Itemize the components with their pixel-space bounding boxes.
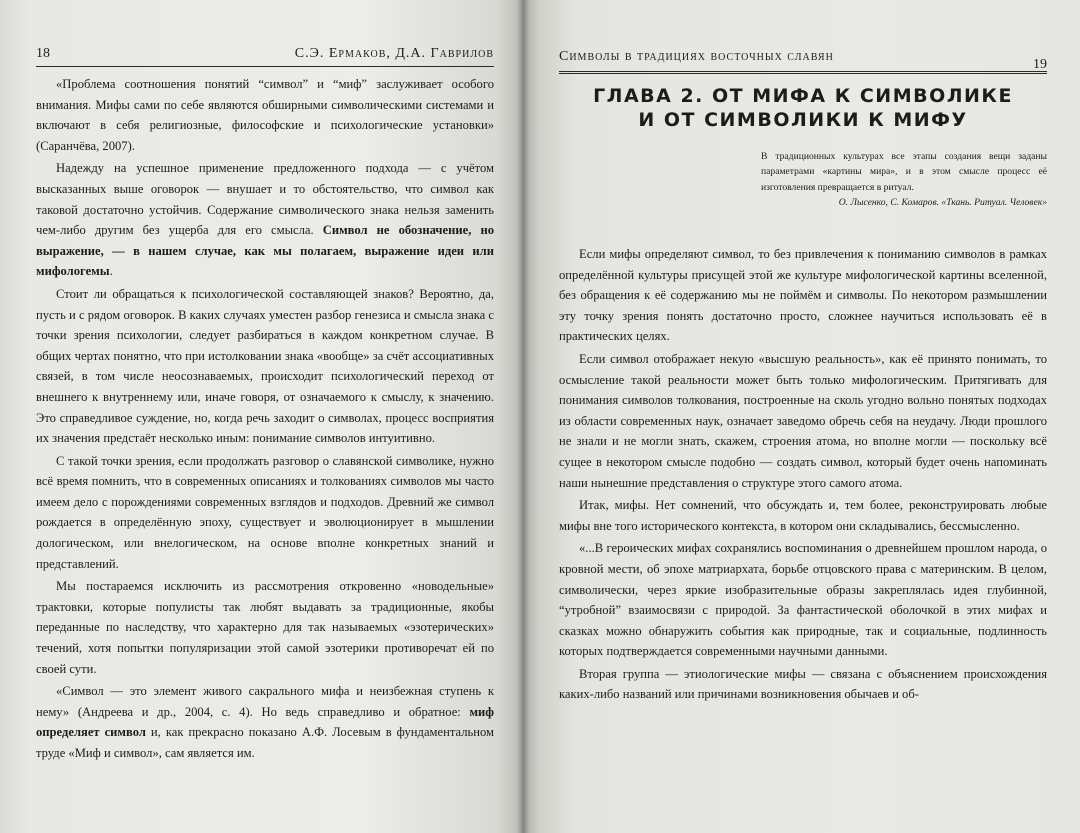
paragraph: [36, 74, 494, 156]
paragraph: Итак, мифы. Нет сомнений, что обсуждать и, тем более, реконструировать любые мифы вне того исторического контекста, в котором они складывались, бессмысленно.: [559, 498, 1047, 533]
right-page-body: [559, 244, 1047, 707]
text-run: С такой точки зрения, если продолжать разговор о славянской символике, нужно всё время помнить, что в современных описаниях и толкованиях символов мы часто имеем дело с порождениями современных взглядов и подходов. Древний же символ рождается в определённую эпоху, существует и эволюционирует в мышлении дологическом, или внелогическом, на основе вполне конкретных знаний и представлений.: [36, 453, 494, 571]
chapter-title: [559, 84, 1047, 132]
right-page: [523, 0, 1080, 833]
paragraph: [36, 576, 494, 679]
bold-text-run: Символ не обозначение, но выражение, — в нашем случае, как мы полагаем, выражение идеи или мифологемы: [36, 223, 494, 279]
bold-text-run: миф определяет символ: [36, 704, 494, 740]
text-run: «Проблема соотношения понятий “символ” и “миф” заслуживает особого внимания. Мифы сами по себе являются обширными символическими системами и включают в себя религиозные, философские и психологические установки» (Саранчёва, 2007).: [36, 77, 494, 153]
paragraph: [36, 681, 494, 763]
page-number-left: 18: [36, 46, 50, 61]
paragraph: [36, 284, 494, 449]
text-run: «Символ — это элемент живого сакрального мифа и неизбежная ступень к нему» (Андреева и др., 2004, с. 4). Но ведь справедливо и обратное:: [36, 684, 494, 719]
paragraph: Если мифы определяют символ, то без привлечения к пониманию символов в рамках определённой культуры присущей этой же культуре мифологической картины вселенной, без обращения к её содержанию мы не поймём и символы. По некотором размышлении эту точку зрения понять достаточно просто, сложнее научиться использовать её в практических целях.: [559, 247, 1047, 344]
epigraph-text: В традиционных культурах все этапы создания вещи заданы параметрами «картины мира», и в этом смысле процесс её изготовления превращается в ритуал.: [761, 151, 1047, 193]
running-head-authors: С.Э. Ермаков, Д.А. Гаврилов: [294, 46, 494, 61]
paragraph: Если символ отображает некую «высшую реальность», как её принято понимать, то осмысление такой реальности может быть только мифологическим. Притягивать для понимания символов толкования, построенные на сколь угодно вольно понятых подходах из области современных наук, означает заведомо обречь себя на неудачу. Люди прошлого не знали и не могли знать, скажем, строения атома, но вполне могли — поскольку всё сущее в некотором смысле подобно — создать символ, который будет очень напоминать наши нынешние представления о структуре этого самого атома.: [559, 351, 1047, 490]
text-run: Мы постараемся исключить из рассмотрения откровенно «новодельные» трактовки, которые популисты так любят выдавать за традиционные, якобы переданные по наследству, что характерно для так называемых «эзотерических» течений, хотя попытки популяризации этой самой эзотерики противоречат ей по своей сути.: [36, 579, 494, 676]
running-head-book-title: Символы в традициях восточных славян: [559, 49, 834, 64]
text-run: .: [109, 264, 113, 279]
right-page-header: [559, 47, 1047, 74]
text-run: Надежду на успешное применение предложенного подхода — с учётом высказанных выше оговорок — внушает и то обстоятельство, что символ как таковой достаточно устойчив. Содержание символического знака нельзя заменить чем-либо другим без ущерба для его смысла.: [36, 161, 494, 238]
paragraph: «...В героических мифах сохранялись воспоминания о древнейшем прошлом народа, о кровной мести, об эпохе матриархата, борьбе отцовского права с материнским. В целом, символически, через яркие изобразительные образы закреплялась идея глубинной, “утробной” взаимосвязи с природой. За фантастической оболочкой в этих мифах и сказках можно обнаружить события как природные, так и социальные, подлинность которых подтверждается современными научными данными.: [559, 541, 1047, 659]
epigraph-source: О. Лысенко, С. Комаров. «Ткань. Ритуал. Человек»: [838, 197, 1047, 209]
paragraph: [36, 158, 494, 282]
chapter-title-line-1: ГЛАВА 2. ОТ МИФА К СИМВОЛИКЕ: [593, 85, 1013, 107]
paragraph: [36, 451, 494, 575]
page-number-right: 19: [1033, 57, 1047, 72]
left-page-body: [36, 74, 494, 766]
left-page: [0, 0, 523, 833]
book-gutter-shadow: [517, 0, 529, 833]
paragraph: Вторая группа — этиологические мифы — связана с объяснением происхождения каких-либо названий или причинами возникновения обычаев и об-: [559, 666, 1047, 702]
text-run: и, как прекрасно показано А.Ф. Лосевым в фундаментальном труде «Миф и символ», сам является им.: [36, 725, 494, 760]
text-run: Стоит ли обращаться к психологической составляющей знаков? Вероятно, да, пусть и с рядом оговорок. В каких случаях уместен разбор генезиса и смысла знака с точки зрения психологии, следует разбираться в каждом конкретном случае. В общих чертах понятно, что при истолковании знака «вообще» за счёт ассоциативных связей, в том числе неосознаваемых, происходит психологический переход от внешнего к внутреннему или, иначе говоря, от означаемого к смыслу, к значению. Это справедливое суждение, но, когда речь заходит о символах, процесс восприятия их значения предстаёт несколько иным: понимание символов интуитивно.: [36, 286, 494, 446]
left-page-header: [36, 44, 494, 67]
epigraph: [761, 149, 1047, 211]
chapter-title-line-2: И ОТ СИМВОЛИКИ К МИФУ: [638, 109, 968, 131]
